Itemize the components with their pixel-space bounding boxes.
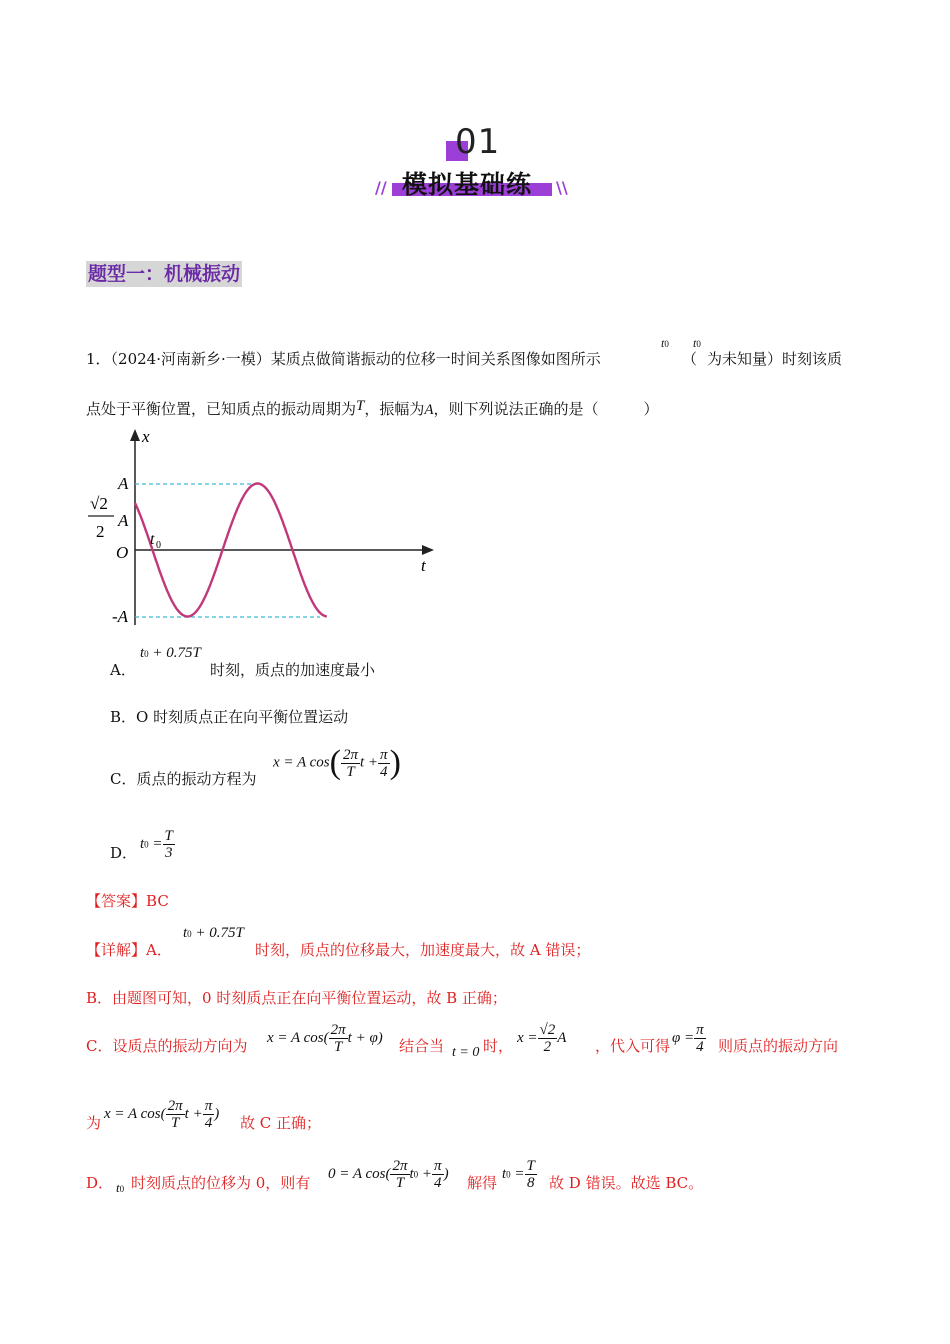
amplitude-label: A	[118, 474, 129, 493]
explain-c-formula-3: φ = $\frac{\pi}{4}$	[672, 1022, 704, 1055]
explain-d-text-1: 时刻质点的位移为 0，则有	[131, 1174, 311, 1192]
question-source: （2024·河南新乡·一模）	[110, 350, 271, 368]
explain-a-math: t0 + 0.75T	[183, 925, 244, 941]
question-type-heading: 题型一：机械振动	[88, 263, 241, 285]
period-symbol: T	[356, 398, 365, 414]
question-line-2: 点处于平衡位置，已知质点的振动周期为T，振幅为A，则下列说法正确的是（ ）	[86, 398, 659, 418]
option-a-label: A．	[110, 661, 136, 679]
explain-c2-text-2: 故 C 正确；	[240, 1114, 322, 1132]
question-t0-symbol: t0	[661, 336, 669, 350]
sqrt2-denominator: 2	[96, 522, 105, 541]
option-c: C．质点的振动方程为	[110, 770, 257, 788]
explain-d-formula: 0 = A cos( $\frac{2\pi}{T}$ t0 + $\frac{\pi}{4}$ )	[328, 1158, 449, 1191]
explain-a-label: 【详解】A．	[86, 941, 172, 959]
negative-amplitude-label: -A	[112, 607, 129, 626]
section-number: 01	[455, 122, 501, 162]
question-line-1	[86, 349, 601, 369]
x-axis-label: x	[142, 427, 150, 446]
option-d-label: D．	[110, 844, 138, 862]
t-axis-label: t	[421, 556, 426, 575]
displacement-time-graph	[80, 425, 450, 635]
option-c-formula: x = A cos( $\frac{2\pi}{T}$ t + $\frac{\pi}{4}$ )	[273, 744, 401, 781]
question-line-1-tail: 为未知量）时刻该质	[707, 350, 843, 368]
explain-d-text-2: 解得	[467, 1174, 498, 1192]
amplitude-symbol: A	[424, 402, 434, 418]
explain-c2-text-1: 为	[86, 1114, 102, 1132]
explain-c-formula-1: x = A cos( $\frac{2\pi}{T}$ t + φ)	[267, 1022, 383, 1055]
x-axis-arrow	[130, 429, 140, 441]
section-title: 模拟基础练	[402, 170, 533, 199]
origin-label: O	[116, 543, 129, 562]
explain-c2-formula: x = A cos( $\frac{2\pi}{T}$ t + $\frac{\pi}{4}$ )	[104, 1098, 220, 1131]
t0-label: t	[150, 531, 155, 548]
t-axis-arrow	[422, 545, 434, 555]
sqrt2-amplitude-label: A	[118, 511, 129, 530]
explain-c-formula-2: x = $\frac{√2}{2}$ A	[517, 1022, 567, 1055]
question-t0-symbol-2: t0	[693, 336, 701, 350]
explain-c-text-5: 则质点的振动方向	[718, 1037, 839, 1055]
question-number: 1．	[86, 350, 111, 368]
explain-b-text: B．由题图可知，0 时刻质点正在向平衡位置运动，故 B 正确；	[86, 989, 507, 1007]
explain-d-label: D．	[86, 1174, 114, 1192]
question-text: 某质点做简谐振动的位移一时间关系图像如图所示	[270, 350, 601, 368]
explain-c-text-4: ，代入可得	[595, 1037, 671, 1055]
right-slash-decoration: \\	[556, 178, 568, 197]
left-slash-decoration: //	[375, 178, 387, 197]
option-b: B．O 时刻质点正在向平衡位置运动	[110, 708, 349, 726]
explain-d-t0: t0	[116, 1180, 125, 1195]
answer-line: 【答案】BC	[86, 892, 169, 910]
explain-d-formula-2: t0 = $\frac{T}{8}$	[502, 1158, 535, 1191]
explain-c-text-1: C．设质点的振动方向为	[86, 1037, 248, 1055]
sqrt2-numerator: √2	[90, 494, 108, 513]
option-d-formula: t0 = $\frac{T}{3}$	[140, 828, 173, 861]
explain-d-text-3: 故 D 错误。故选 BC。	[549, 1174, 704, 1192]
explain-c-text-3: 时，	[483, 1037, 514, 1055]
t0-label-subscript: 0	[156, 540, 161, 551]
option-a-math: t0 + 0.75T	[140, 645, 201, 661]
explain-a-text: 时刻，质点的位移最大，加速度最大，故 A 错误；	[255, 941, 591, 959]
explain-c-text-2: 结合当	[399, 1037, 445, 1055]
option-a-text: 时刻，质点的加速度最小	[210, 661, 376, 679]
question-paren: （	[682, 350, 698, 368]
explain-c-t-zero: t = 0	[452, 1045, 480, 1060]
